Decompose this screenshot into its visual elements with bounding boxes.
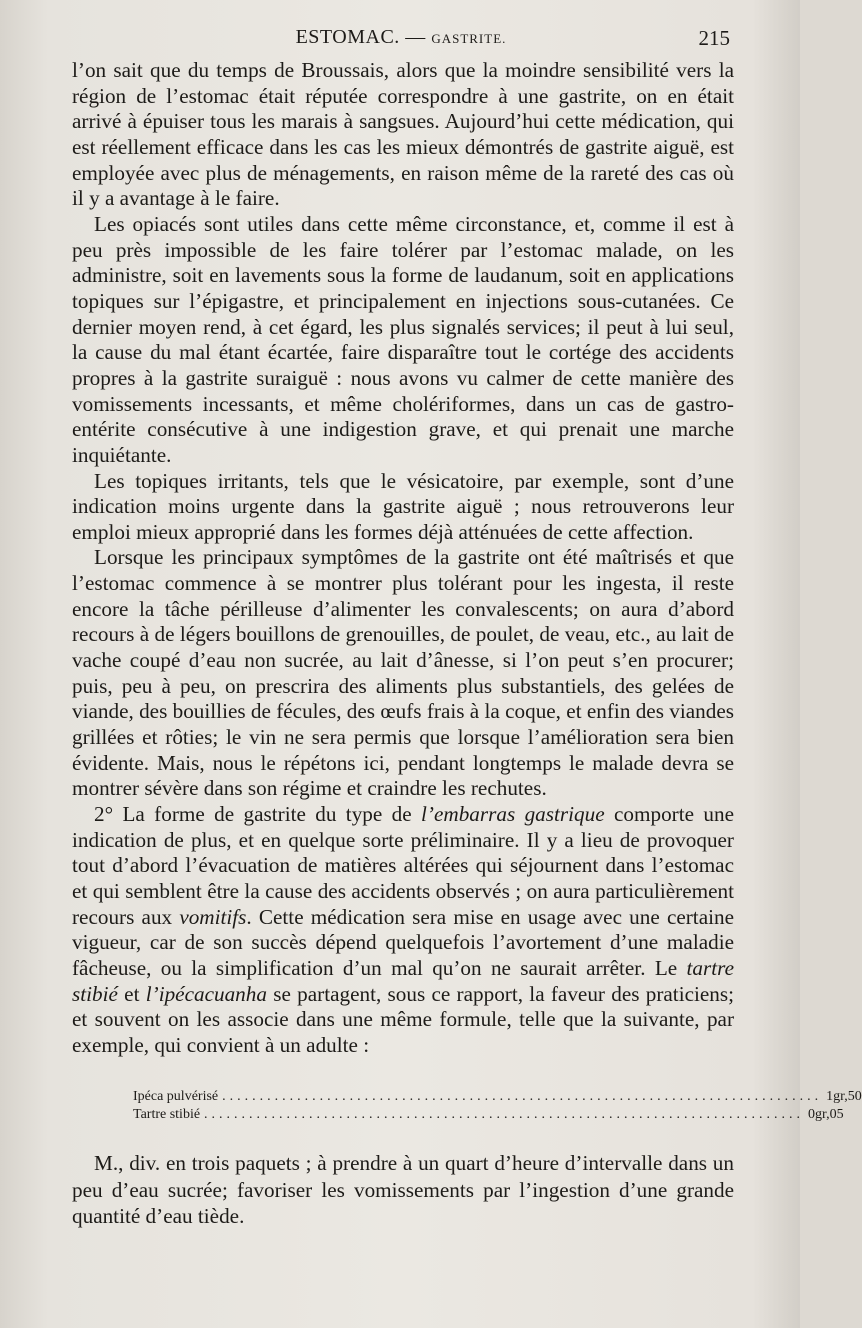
paragraph: [72, 545, 734, 802]
text-segment: l’on sait que du temps de Broussais, alors que la moindre sensibilité vers la région de l’estomac était réputée correspondre à une gastrite, on en était arrivé à épuiser tous les marais à sangsues. Aujourd’hui cette médication, qui est réellement efficace dans les cas les mieux démontrés de gastrite aiguë, est employée avec plus de ménagements, en raison même de la rareté des cas où il y a avantage à le faire.: [72, 58, 734, 211]
text-segment: Les topiques irritants, tels que le vésicatoire, par exemple, sont d’une indication moins urgente dans la gastrite aiguë ; nous retrouverons leur emploi mieux approprié dans les formes déjà atténuées de cette affection.: [72, 468, 734, 544]
paragraph: [72, 212, 734, 469]
italic-term: l’embarras gastrique: [421, 802, 605, 827]
text-segment: comporte une indication de plus, et en quelque sorte préliminaire. Il y a lieu de provoquer tout d’abord l’évacuation de matières altérées qui séjournent dans l’estomac et qui semblent être la cause des accidents observés ; on aura particulièrement recours aux: [72, 802, 734, 929]
closing-text: [72, 1150, 734, 1230]
text-segment: . Cette médication sera mise en usage avec une certaine vigueur, car de son succès dépend quelquefois l’avortement d’une maladie fâcheuse, ou la simplification d’un mal qu’on ne saurait arrêter. Le: [72, 904, 734, 980]
italic-term: vomitifs: [179, 904, 247, 929]
running-title-main: ESTOMAC. —: [295, 26, 432, 48]
leader-dots: ................................................................................: [222, 1089, 823, 1104]
closing-paragraph: M., div. en trois paquets ; à prendre à un quart d’heure d’intervalle dans un peu d’eau sucrée; favoriser les vomissements par l’ingestion d’une grande quantité d’eau tiède.: [72, 1151, 734, 1228]
prescription-row: [133, 1088, 862, 1106]
ingredient-name: Tartre stibié: [133, 1107, 201, 1122]
leader-dots: ................................................................................: [204, 1107, 805, 1122]
text-segment: se partagent, sous ce rapport, la faveur des praticiens; et souvent on les associe dans une même formule, telle que la suivante, par exemple, qui convient à un adulte :: [72, 981, 735, 1057]
ingredient-quantity: 0gr,05: [808, 1107, 844, 1122]
running-title-small: GASTRITE.: [431, 31, 507, 46]
text-segment: et: [117, 981, 146, 1006]
body-text: [72, 58, 734, 1059]
text-segment: 2° La forme de gastrite du type de: [94, 802, 422, 827]
prescription-list: [133, 1088, 862, 1124]
italic-term: tartre stibié: [72, 955, 734, 1006]
page-header: [70, 26, 732, 56]
paragraph: [72, 58, 734, 212]
page-number: 215: [698, 26, 730, 50]
italic-term: l’ipécacuanha: [145, 981, 267, 1006]
ingredient-name: Ipéca pulvérisé: [133, 1089, 219, 1104]
ingredient-quantity: 1gr,50: [826, 1089, 862, 1104]
paragraph: [72, 469, 734, 546]
prescription-row: [133, 1106, 844, 1124]
running-title: [70, 26, 732, 49]
text-segment: Les opiacés sont utiles dans cette même circonstance, et, comme il est à peu près impossible de les faire tolérer par l’estomac malade, on les administre, soit en lavements sous la forme de laudanum, soit en applications topiques sur l’épigastre, et principalement en injections sous-cutanées. Ce dernier moyen rend, à cet égard, les plus signalés services; il peut à lui seul, la cause du mal étant écartée, faire disparaître tout le cortége des accidents propres à la gastrite suraiguë : nous avons vu calmer de cette manière des vomissements incessants, et même cholériformes, dans un cas de gastro-entérite consécutive à une indigestion grave, et qui prenait une marche inquiétante.: [72, 211, 734, 467]
text-segment: Lorsque les principaux symptômes de la gastrite ont été maîtrisés et que l’estomac commence à se montrer plus tolérant pour les ingesta, il reste encore la tâche périlleuse d’alimenter les convalescents; on aura d’abord recours à de légers bouillons de grenouilles, de poulet, de veau, etc., au lait de vache coupé d’eau non sucrée, au lait d’ânesse, si l’on peut s’en procurer; puis, peu à peu, on prescrira des aliments plus substantiels, des gelées de viande, des bouillies de fécules, des œufs frais à la coque, et enfin des viandes grillées et rôties; le vin ne sera permis que lorsque l’amélioration sera bien évidente. Mais, nous le répétons ici, pendant longtemps le malade devra se montrer sévère dans son régime et craindre les rechutes.: [72, 545, 734, 801]
paragraph: [72, 802, 734, 1059]
